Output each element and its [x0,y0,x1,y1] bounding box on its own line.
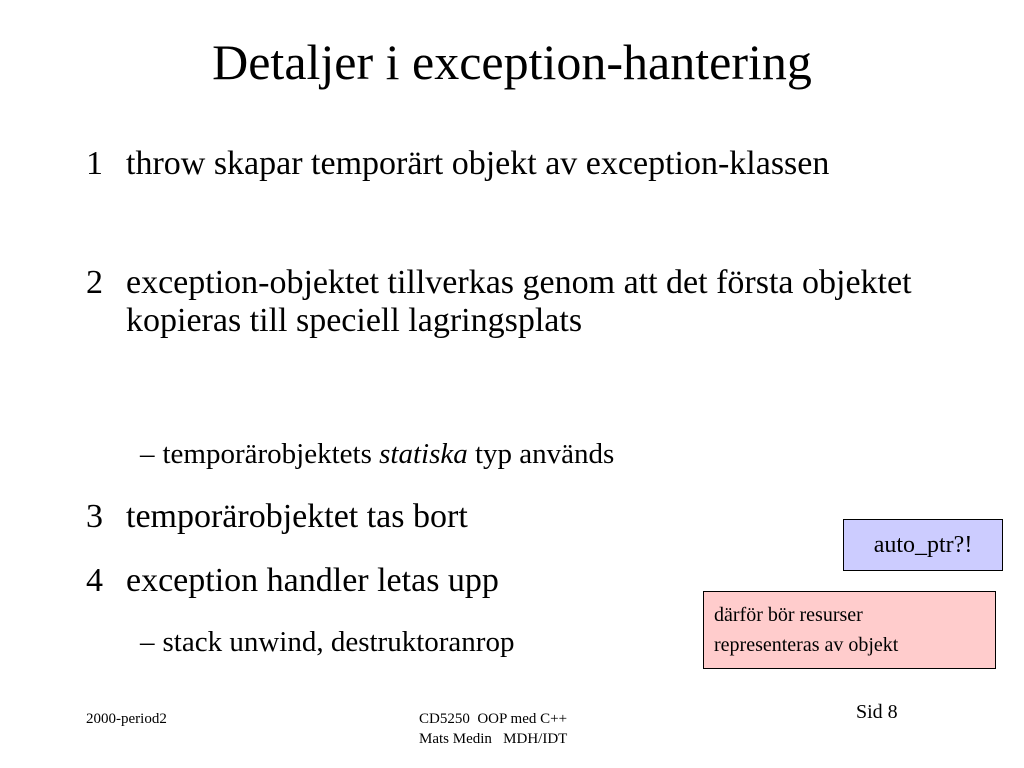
dash-bullet: – [140,438,155,470]
resources-line-2: representeras av objekt [714,634,899,656]
item-text: throw skapar temporärt objekt av exception-klassen [126,145,830,182]
item-number: 4 [86,562,103,599]
footer-course-line-1: CD5250 OOP med C++ [419,711,568,727]
slide-title: Detaljer i exception-hantering [212,34,812,90]
list-item-2 [86,264,926,340]
item-text: temporärobjektet tas bort [126,498,468,535]
auto-ptr-text: auto_ptr?! [873,532,973,558]
list-item-1 [86,145,926,183]
sub-text-before: temporärobjektets [162,438,372,470]
sub-item-static-type [140,437,840,471]
item-number: 1 [86,145,103,182]
item-text: exception-objektet tillverkas genom att det första objektet kopieras till speciell lagringsplats [126,264,912,339]
footer-date: 2000-period2 [86,711,167,727]
item-number: 3 [86,498,103,535]
item-text: exception handler letas upp [126,562,499,599]
list-item-3 [86,498,926,536]
auto-ptr-callout [843,519,1003,571]
sub-text-after: typ används [475,438,615,470]
footer-course-line-2: Mats Medin MDH/IDT [419,731,568,747]
item-number: 2 [86,264,103,301]
resources-callout [703,591,996,669]
resources-line-1: därför bör resurser [714,604,863,626]
sub-text-italic: statiska [379,438,468,470]
dash-bullet: – [140,626,155,658]
sub-text: stack unwind, destruktoranrop [162,626,515,658]
footer-course [419,709,567,749]
page-number: Sid 8 [856,701,898,723]
